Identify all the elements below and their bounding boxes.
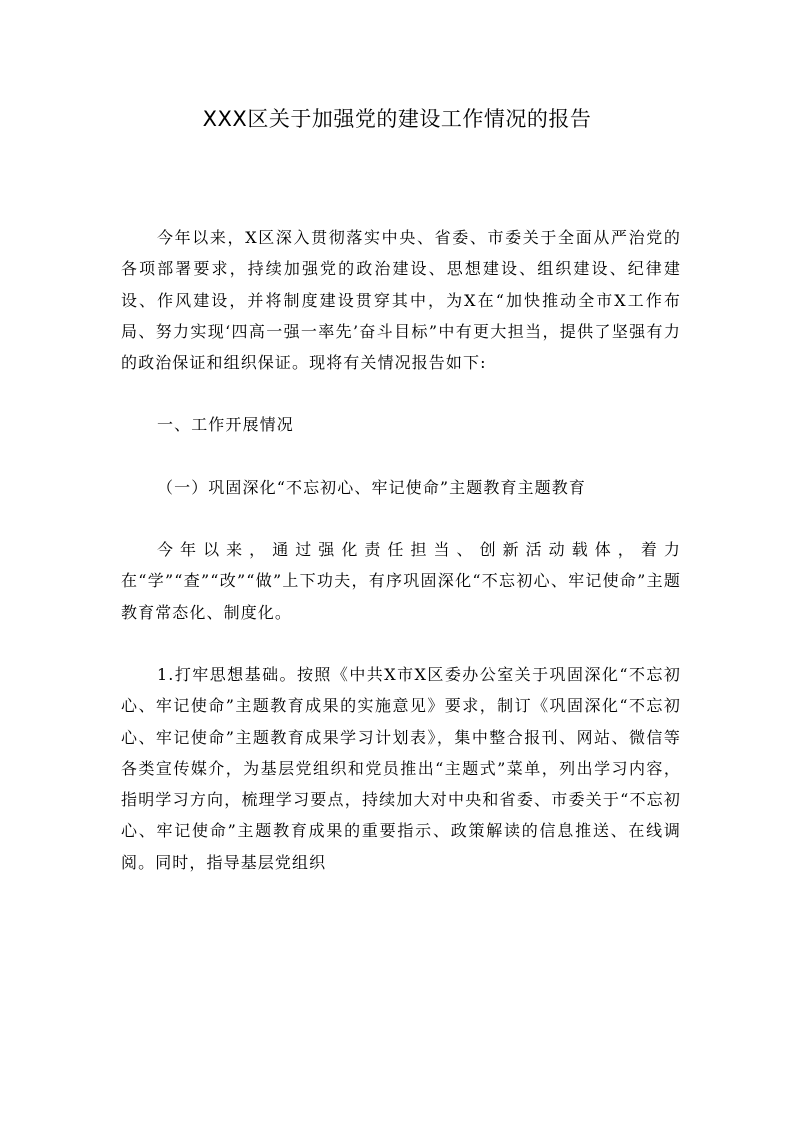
subsection-paragraph: 今年以来，通过强化责任担当、创新活动载体，着力在“学”“查”“改”“做”上下功夫，有序巩固深化“不忘初心、牢记使命”主题教育常态化、制度化。 — [121, 540, 681, 622]
document-body — [121, 222, 681, 878]
paragraph-gap — [121, 441, 681, 472]
paragraph-gap — [121, 503, 681, 534]
item-paragraph: 1.打牢思想基础。按照《中共X市X区委办公室关于巩固深化“不忘初心、牢记使命”主题教育成果的实施意见》要求，制订《巩固深化“不忘初心、牢记使命”主题教育成果学习计划表》，集中整合报刊、网站、微信等各类宣传媒介，为基层党组织和党员推出“主题式”菜单，列出学习内容，指明学习方向，梳理学习要点，持续加大对中央和省委、市委关于“不忘初心、牢记使命”主题教育成果的重要指示、政策解读的信息推送、在线调阅。同时，指导基层党组织 — [121, 664, 681, 872]
section-heading: 一、工作开展情况 — [157, 415, 294, 435]
paragraph-gap — [121, 378, 681, 409]
document-title: XXX区关于加强党的建设工作情况的报告 — [202, 107, 592, 131]
subsection-heading: （一）巩固深化“不忘初心、牢记使命”主题教育主题教育 — [157, 477, 586, 497]
intro-paragraph: 今年以来，X区深入贯彻落实中央、省委、市委关于全面从严治党的各项部署要求，持续加强党的政治建设、思想建设、组织建设、纪律建设、作风建设，并将制度建设贯穿其中，为X在“加快推动全市X工作布局、努力实现‘四高一强一率先’奋斗目标”中有更大担当，提供了坚强有力的政治保证和组织保证。现将有关情况报告如下: — [121, 228, 681, 373]
paragraph-gap — [121, 628, 681, 659]
